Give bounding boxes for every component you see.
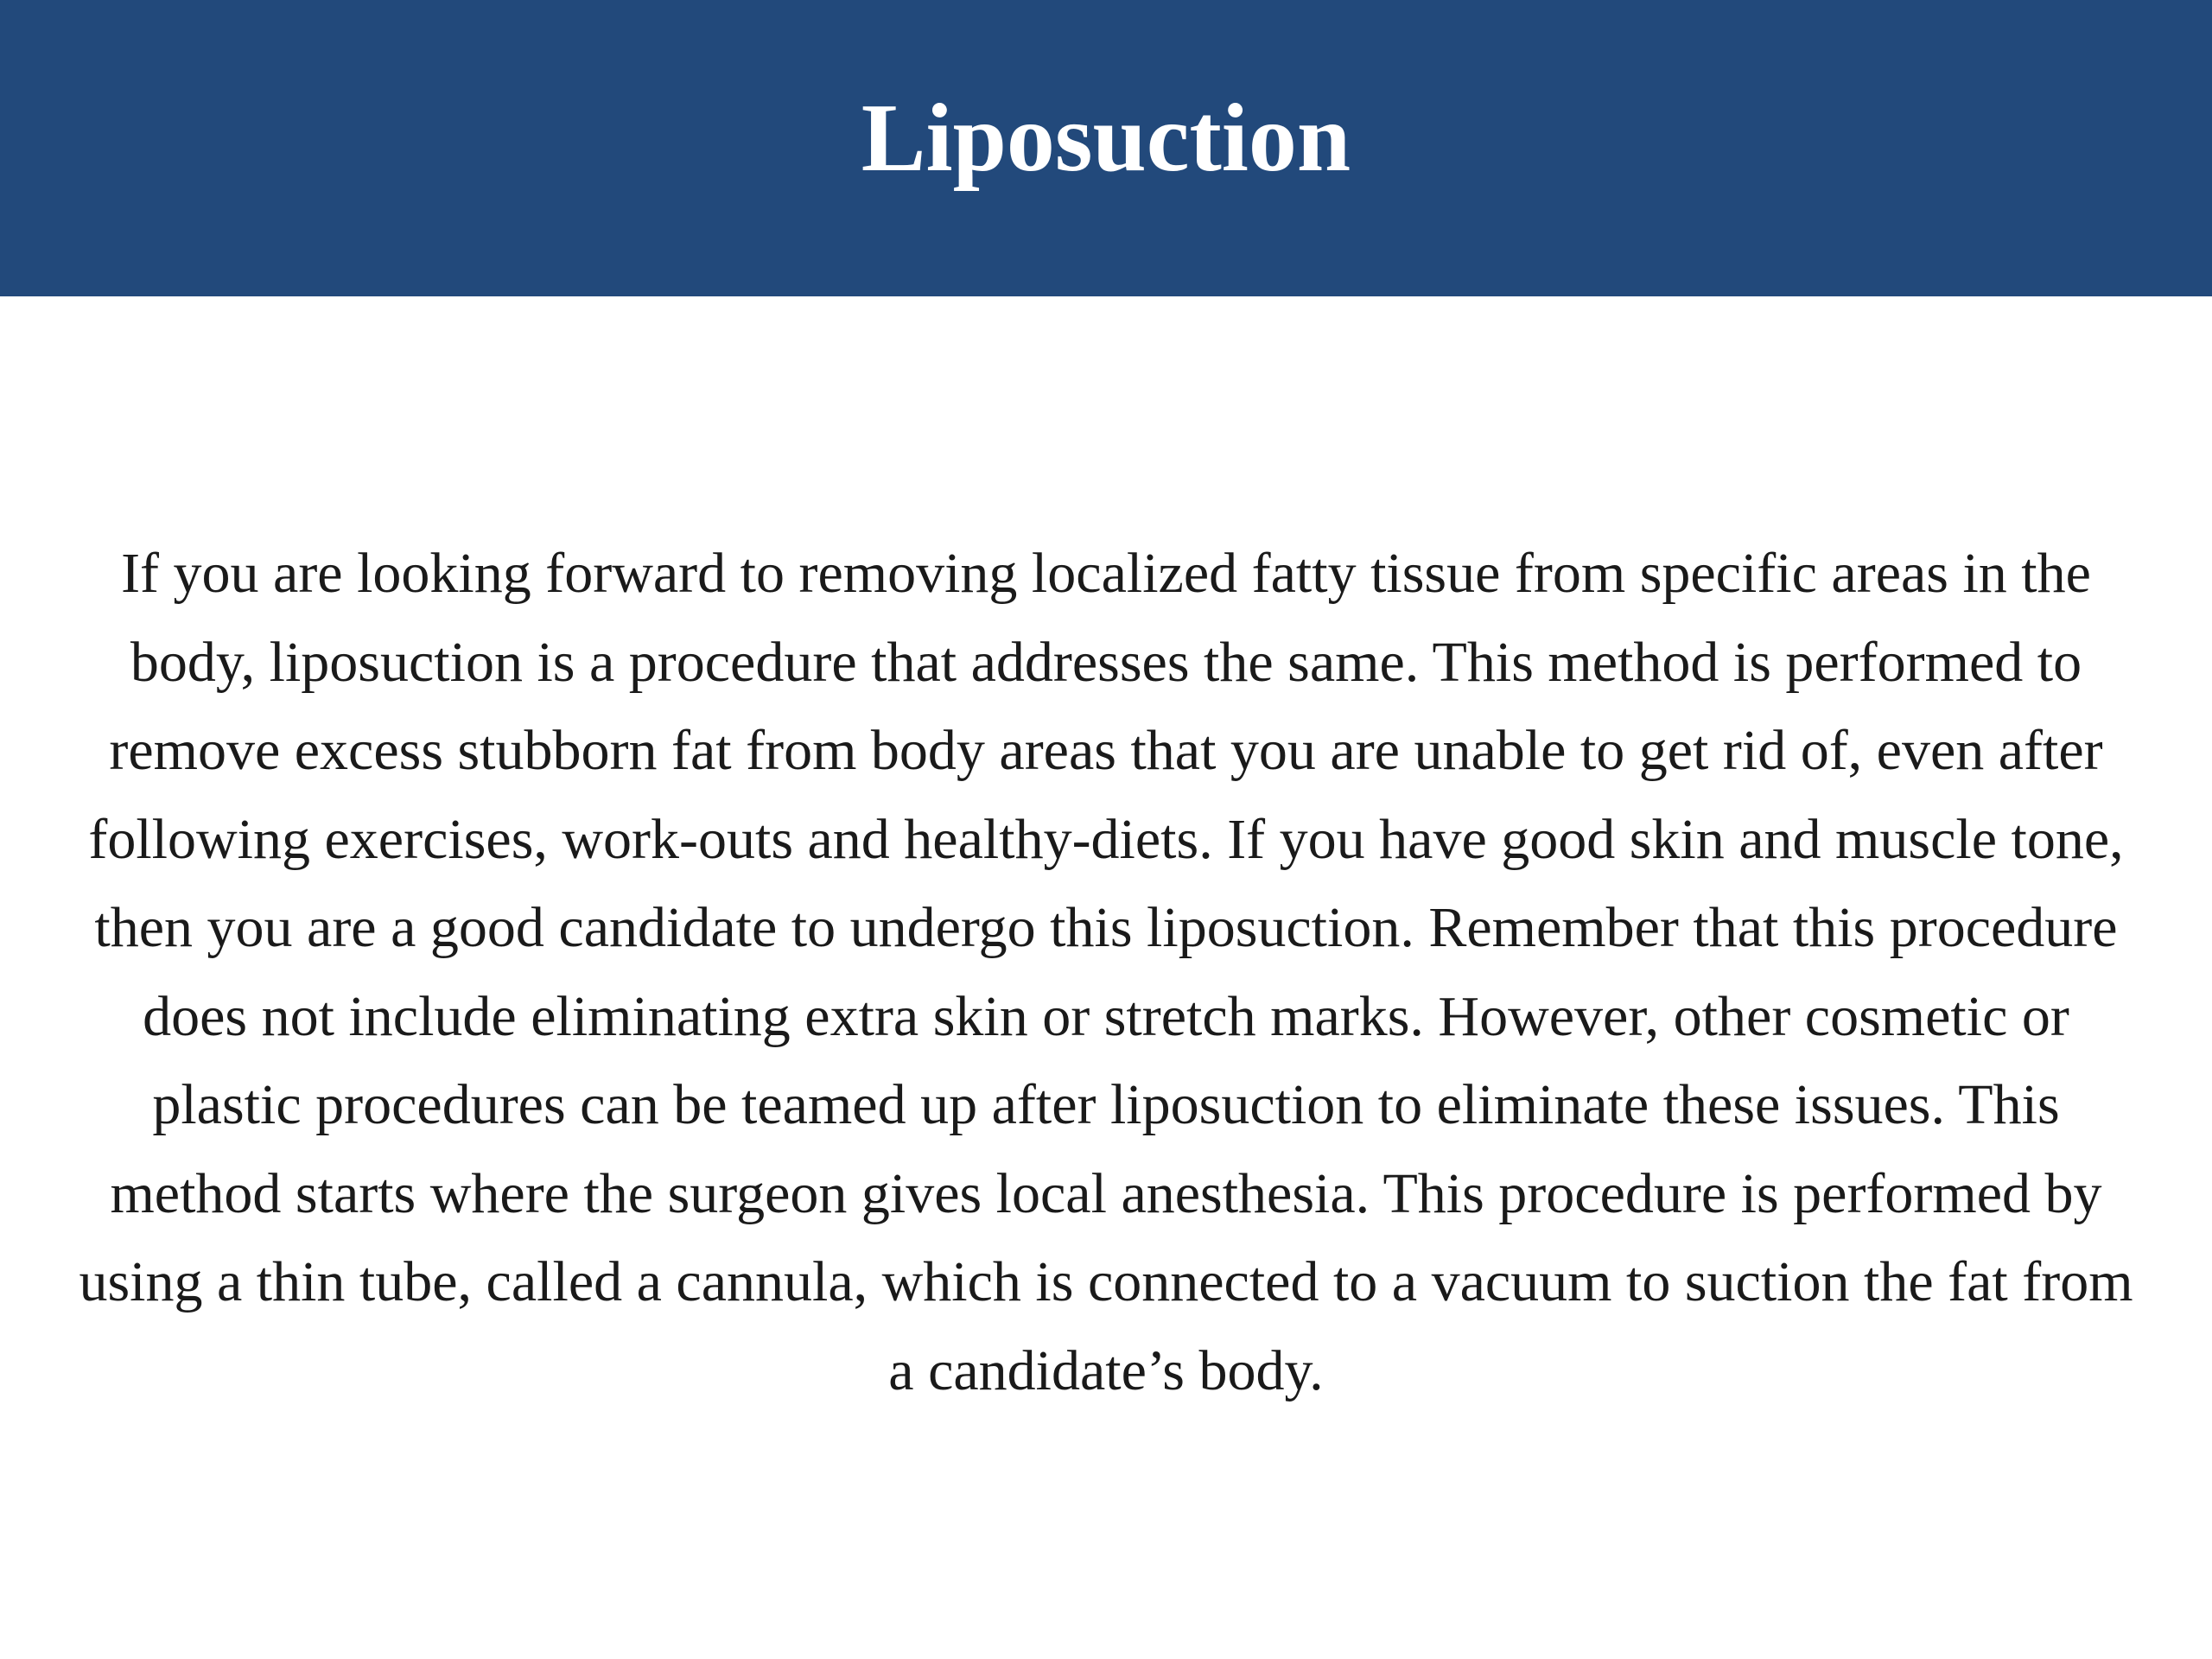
slide-title: Liposuction (861, 85, 1351, 192)
body-paragraph: If you are looking forward to removing localized fatty tissue from specific areas in the body, liposuction is a procedure that addresses the same. This method is performed to remove excess stubborn fat from body areas that you are unable to get rid of, even after following exercises, work-outs and healthy-diets. If you have good skin and muscle tone, then you are a good candidate to undergo this liposuction. Remember that this procedure does not include eliminating extra skin or stretch marks. However, other cosmetic or plastic procedures can be teamed up after liposuction to eliminate these issues. This method starts where the surgeon gives local anesthesia. This procedure is performed by using a thin tube, called a cannula, which is connected to a vacuum to suction the fat from a candidate’s body. (79, 542, 2133, 1402)
